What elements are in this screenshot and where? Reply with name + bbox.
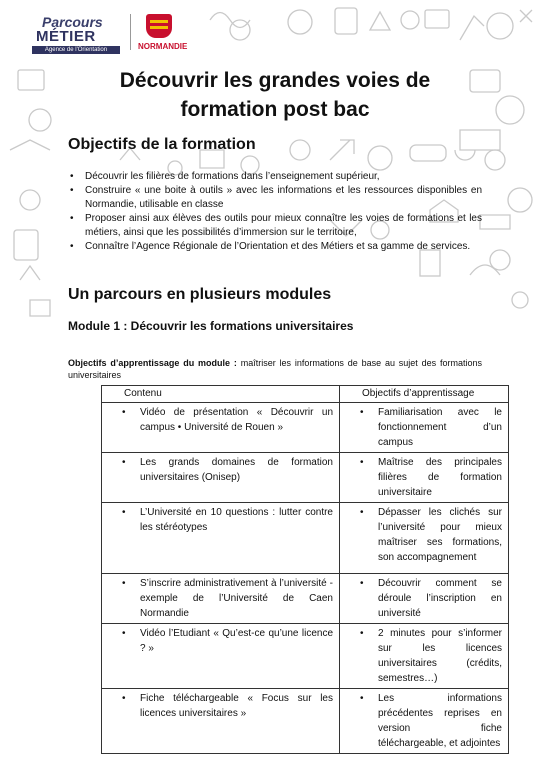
table-cell — [340, 574, 509, 624]
objectives-heading: Objectifs de la formation — [68, 136, 256, 153]
table-row — [102, 689, 509, 754]
content-item: • Les grands domaines de formation universitaires (Onisep) — [102, 453, 339, 487]
lion-icon — [150, 20, 168, 23]
module-learning-objectives — [68, 357, 482, 381]
table-cell — [340, 503, 509, 574]
title-line-2: formation post bac — [180, 98, 370, 121]
column-header-content: Contenu — [102, 386, 340, 403]
table-cell — [102, 453, 340, 503]
objective-item: • Découvrir comment se déroule l’inscription en université — [340, 574, 508, 623]
objective-item: • Familiarisation avec le fonctionnement d’un campus — [340, 403, 508, 452]
table-cell — [102, 574, 340, 624]
logo-metier-word: MÉTIER — [36, 28, 96, 45]
table-header-row — [102, 386, 509, 403]
learning-objectives-text: maîtriser les informations de base au sujet des formations universitaires — [68, 358, 483, 380]
table-row — [102, 624, 509, 689]
logo-divider — [130, 14, 131, 50]
table-row — [102, 453, 509, 503]
table-cell — [340, 689, 509, 754]
content-item: • Fiche téléchargeable « Focus sur les licences universitaires » — [102, 689, 339, 723]
modules-heading: Un parcours en plusieurs modules — [68, 286, 332, 303]
content-item: • Vidéo l’Etudiant « Qu’est-ce qu’une licence ? » — [102, 624, 339, 658]
content-item: • S’inscrire administrativement à l’université - exemple de l’Université de Caen Normandie — [102, 574, 339, 623]
page-title — [60, 66, 490, 124]
table-row — [102, 503, 509, 574]
table-cell — [102, 689, 340, 754]
table-cell — [102, 503, 340, 574]
content-item: • Vidéo de présentation « Découvrir un campus • Université de Rouen » — [102, 403, 339, 437]
normandie-shield-icon — [146, 14, 172, 38]
column-header-objectives: Objectifs d’apprentissage — [340, 386, 509, 403]
table-cell — [102, 403, 340, 453]
list-item: • Proposer ainsi aux élèves des outils pour mieux connaître les voies de formations et les métiers, ainsi que les possibilités d’immersion sur le territoire, — [68, 212, 482, 240]
region-normandie-logo — [138, 14, 198, 54]
table-row — [102, 403, 509, 453]
region-name: NORMANDIE — [138, 42, 188, 51]
list-item: • Connaître l’Agence Régionale de l’Orientation et des Métiers et sa gamme de services. — [68, 240, 482, 254]
title-line-1: Découvrir les grandes voies de — [119, 69, 431, 92]
logo-parcours-word: Parcours — [42, 14, 103, 30]
objective-item: • Dépasser les clichés sur l’université pour mieux maîtriser ses formations, son accompagnement — [340, 503, 508, 567]
objectives-list — [68, 170, 482, 254]
table-cell — [340, 403, 509, 453]
table-cell — [102, 624, 340, 689]
objective-item: • 2 minutes pour s’informer sur les licences universitaires (crédits, semestres…) — [340, 624, 508, 688]
parcours-metier-logo — [32, 12, 122, 52]
objective-item: • Maîtrise des principales filières de formation universitaire — [340, 453, 508, 502]
table-cell — [340, 453, 509, 503]
table-cell — [340, 624, 509, 689]
content-item: • L’Université en 10 questions : lutter contre les stéréotypes — [102, 503, 339, 537]
module-content-table — [101, 385, 509, 754]
table-row — [102, 574, 509, 624]
list-item: • Construire « une boite à outils » avec les informations et les ressources disponibles en Normandie, utilisable en classe — [68, 184, 482, 212]
module-1-title: Module 1 : Découvrir les formations universitaires — [68, 319, 354, 333]
objective-item: • Les informations précédentes reprises en version fiche téléchargeable, et adjointes — [340, 689, 508, 753]
list-item: • Découvrir les filières de formations dans l’enseignement supérieur, — [68, 170, 482, 184]
learning-objectives-label: Objectifs d’apprentissage du module : — [68, 358, 237, 368]
logo-agency-tagline: Agence de l'Orientation — [32, 46, 120, 54]
